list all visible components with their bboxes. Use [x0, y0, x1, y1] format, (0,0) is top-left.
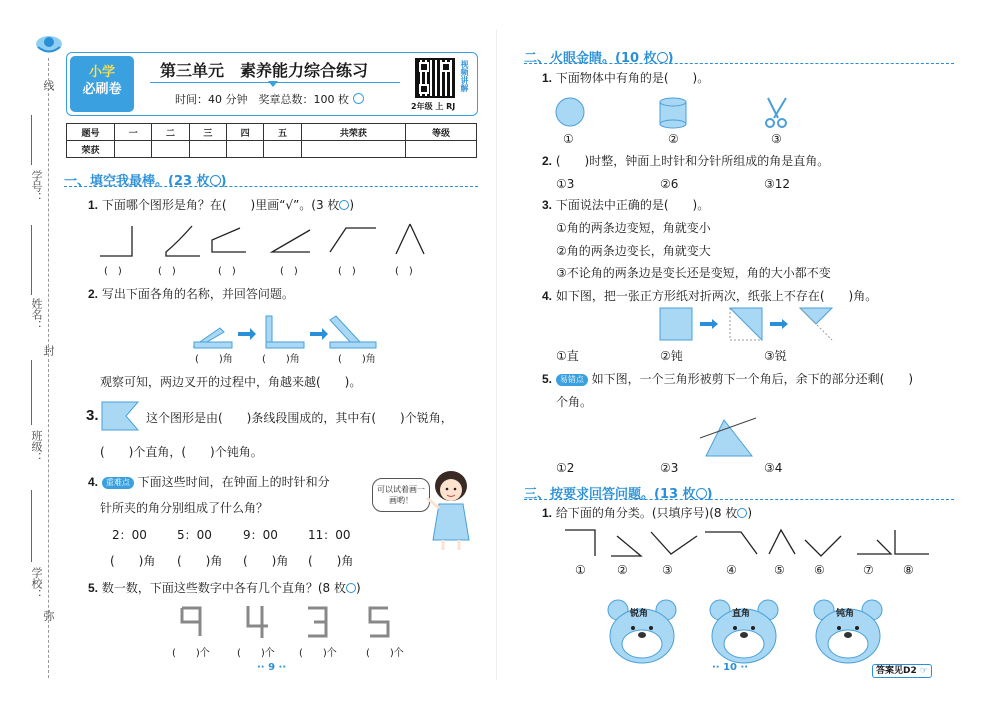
s1-q2-figures — [190, 312, 390, 352]
s3-q1: 1. 给下面的角分类。(只填序号)(8 枚 ) — [542, 506, 753, 520]
s1-q4-answer[interactable]: ( )角 — [110, 554, 156, 568]
medal-icon — [339, 200, 349, 210]
s1-q4-badge: 重难点 — [102, 477, 134, 489]
score-col-header: 共荣获 — [301, 124, 405, 141]
score-col-header: 二 — [152, 124, 189, 141]
score-col-header: 一 — [115, 124, 152, 141]
s2-q1-opt[interactable]: ③ — [771, 132, 782, 146]
header-meta-text: 时间：40 分钟 奖章总数：100 枚 — [175, 93, 349, 106]
binding-seal-label: 封 — [42, 345, 55, 356]
page-number-left: ·· 9 ·· — [257, 662, 287, 673]
s1-q2-label[interactable]: ( )角 — [195, 354, 233, 365]
score-col-header: 四 — [226, 124, 263, 141]
s2-q4-opt[interactable]: ①直 — [556, 349, 579, 363]
speech-bubble-text: 可以试着画一画哟！ — [377, 485, 425, 505]
logo — [70, 56, 134, 112]
name-label: 姓名： — [30, 298, 43, 331]
score-cell[interactable] — [226, 141, 263, 158]
name-line[interactable] — [31, 225, 32, 295]
s3-angle-num: ⑥ — [814, 563, 825, 577]
score-col-header: 等级 — [406, 124, 477, 141]
s1-q4-answer[interactable]: ( )角 — [243, 554, 289, 568]
binding-line — [48, 58, 49, 678]
title-marker-icon — [268, 81, 278, 87]
binding-line-label: 线 — [42, 80, 55, 91]
s2-q5-opt[interactable]: ②3 — [660, 461, 679, 475]
class-label: 班级： — [30, 430, 43, 463]
s2-q5-badge: 易错点 — [556, 374, 588, 386]
score-cell[interactable] — [115, 141, 152, 158]
page-number-left-value: 9 — [268, 662, 276, 673]
s1-q5-digits — [178, 604, 398, 640]
s1-q5-answer[interactable]: ( )个 — [237, 648, 275, 659]
bear-right[interactable] — [708, 598, 780, 664]
medal-icon — [737, 508, 747, 518]
medal-icon — [353, 93, 364, 104]
medal-icon — [657, 52, 668, 63]
girl-illustration — [425, 468, 477, 552]
section1-title-text: 一、填空我最棒。(23 枚 — [64, 174, 210, 189]
s3-angle-num: ⑦ — [863, 563, 874, 577]
s1-q4 — [88, 474, 330, 490]
section3-title-text: 三、按要求回答问题。(13 枚 — [524, 487, 696, 502]
s2-q3-opt[interactable]: ①角的两条边变短，角就变小 — [556, 221, 711, 235]
s2-q2-text: ( )时整，钟面上时针和分针所组成的角是直角。 — [555, 154, 830, 168]
s1-q1-paren[interactable]: ( ) — [338, 266, 356, 277]
medal-icon — [346, 583, 356, 593]
score-cell[interactable] — [301, 141, 405, 158]
s3-q1-text: 给下面的角分类。(只填序号)(8 枚 — [555, 506, 738, 520]
page-number-right-value: 10 — [723, 662, 738, 673]
student-id-label: 学号： — [30, 170, 43, 203]
s2-q3-opt[interactable]: ②角的两条边变长，角就变大 — [556, 244, 711, 258]
s1-q1-paren[interactable]: ( ) — [280, 266, 298, 277]
s2-q2: 2. ( )时整，钟面上时针和分针所组成的角是直角。 — [542, 154, 830, 168]
bear-acute[interactable] — [606, 598, 678, 664]
score-table — [66, 123, 477, 158]
s1-q3-line2: ( )个直角，( )个钝角。 — [100, 445, 263, 459]
section2-title: 二、火眼金睛。(10 枚 ) — [524, 51, 674, 66]
s1-q4-time: 11：00 — [308, 528, 351, 542]
s3-angle-num: ⑤ — [774, 563, 785, 577]
s1-q1-paren[interactable]: ( ) — [395, 266, 413, 277]
section3-title: 三、按要求回答问题。(13 枚 ) — [524, 487, 713, 502]
s2-q5-opt[interactable]: ①2 — [556, 461, 575, 475]
s2-q5-triangle — [700, 412, 756, 458]
qr-side-label: 视频讲解 — [460, 60, 469, 92]
score-col-header: 题号 — [67, 124, 115, 141]
s3-angle-num: ③ — [662, 563, 673, 577]
grade-label: 2年级 上 RJ — [411, 102, 456, 111]
s1-q4-time: 9：00 — [243, 528, 278, 542]
top-deco-icon — [34, 32, 64, 54]
page-divider — [496, 30, 497, 680]
s2-q5-line2: 个角。 — [556, 395, 593, 409]
s2-q2-opt[interactable]: ②6 — [660, 177, 679, 191]
bear-obtuse[interactable] — [812, 598, 884, 664]
bear-label: 直角 — [732, 609, 751, 619]
q-number: 2. — [88, 287, 99, 301]
s3-angle-num: ① — [575, 563, 586, 577]
score-header-row — [67, 124, 477, 141]
s1-q2-label[interactable]: ( )角 — [262, 354, 300, 365]
s3-angle-num: ⑧ — [903, 563, 914, 577]
s1-q3-number: 3. — [86, 407, 99, 424]
s1-q2-observation: 观察可知，两边叉开的过程中，角越来越( )。 — [100, 375, 362, 389]
s2-q3-text: 下面说法中正确的是( )。 — [555, 198, 710, 212]
s3-angle-figures — [565, 526, 930, 558]
s2-q1-text: 下面物体中有角的是( )。 — [555, 71, 710, 85]
s2-q1: 1. 下面物体中有角的是( )。 — [542, 71, 710, 85]
s2-q4-text: 如下图，把一张正方形纸对折两次，纸张上不存在( )角。 — [555, 289, 878, 303]
s1-q5-answer[interactable]: ( )个 — [172, 648, 210, 659]
s1-q1-text: 下面哪个图形是角？在( )里画“√”。(3 枚 — [101, 198, 340, 212]
class-line[interactable] — [31, 360, 32, 425]
s1-q4-line1: 下面这些时间，在钟面上的时针和分 — [137, 475, 330, 489]
s1-q2-label[interactable]: ( )角 — [338, 354, 376, 365]
score-row-label: 荣获 — [67, 141, 115, 158]
s1-q4-answer[interactable]: ( )角 — [308, 554, 354, 568]
qr-code[interactable] — [415, 58, 455, 98]
s2-q1-opt[interactable]: ② — [668, 132, 679, 146]
logo-line1: 小学 — [88, 65, 115, 80]
s2-q5-opt[interactable]: ③4 — [764, 461, 783, 475]
s2-q1-figures — [554, 96, 794, 130]
s2-q3: 3. 下面说法中正确的是( )。 — [542, 198, 710, 212]
s1-q4-time: 5：00 — [177, 528, 212, 542]
school-line[interactable] — [31, 490, 32, 562]
s1-q5: 5. 数一数，下面这些数字中各有几个直角？(8 枚 ) — [88, 581, 361, 595]
section1-rule — [64, 186, 478, 187]
s1-q3-flag-shape — [100, 400, 140, 432]
score-row — [67, 141, 477, 158]
s2-q1-opt[interactable]: ① — [563, 132, 574, 146]
s1-q1: 1. 下面哪个图形是角？在( )里画“√”。(3 枚 ) — [88, 198, 355, 212]
s1-q1-paren[interactable]: ( ) — [104, 266, 122, 277]
section2-rule — [524, 63, 954, 64]
bear-label: 钝角 — [836, 609, 855, 619]
q-number: 1. — [88, 198, 99, 212]
student-id-line[interactable] — [31, 115, 32, 165]
page-title: 第三单元 素养能力综合练习 — [160, 61, 369, 80]
s1-q2 — [88, 286, 294, 302]
s1-q1-paren[interactable]: ( ) — [218, 266, 236, 277]
s3-angle-num: ④ — [726, 563, 737, 577]
q-number: 4. — [88, 475, 99, 489]
s2-q2-opt[interactable]: ③12 — [764, 177, 791, 191]
s1-q5-text: 数一数，下面这些数字中各有几个直角？(8 枚 — [101, 581, 346, 595]
school-label: 学校： — [30, 567, 43, 600]
page-number-right: ·· 10 ·· — [712, 662, 749, 673]
score-col-header: 五 — [264, 124, 301, 141]
s1-q4-line2: 针所夹的角分别组成了什么角？ — [100, 501, 269, 515]
s1-q4-answer[interactable]: ( )角 — [177, 554, 223, 568]
medal-icon — [696, 488, 707, 499]
s2-q4-opt[interactable]: ③锐 — [764, 349, 787, 363]
s1-q5-answer[interactable]: ( )个 — [299, 648, 337, 659]
s2-q5-line1: 如下图，一个三角形被剪下一个角后，余下的部分还剩( ) — [591, 372, 914, 386]
score-cell[interactable] — [264, 141, 301, 158]
section1-title: 一、填空我最棒。(23 枚 ) — [64, 174, 227, 189]
s2-q4: 4. 如下图，把一张正方形纸对折两次，纸张上不存在( )角。 — [542, 289, 878, 303]
section3-rule — [524, 499, 954, 500]
s2-q2-opt[interactable]: ①3 — [556, 177, 575, 191]
q-number: 5. — [88, 581, 99, 595]
binding-fold-label: 弥 — [42, 610, 55, 621]
header-meta — [175, 92, 364, 108]
s2-q3-opt[interactable]: ③不论角的两条边是变长还是变短，角的大小都不变 — [556, 266, 831, 280]
score-cell[interactable] — [152, 141, 189, 158]
logo-line2: 必刷卷 — [82, 82, 122, 97]
s1-q4-time: 2：00 — [112, 528, 147, 542]
s1-q5-answer[interactable]: ( )个 — [366, 648, 404, 659]
medal-icon — [210, 175, 221, 186]
s2-q4-opt[interactable]: ②钝 — [660, 349, 683, 363]
s2-q5: 5. 易错点 如下图，一个三角形被剪下一个角后，余下的部分还剩( ) — [542, 372, 914, 386]
answer-ref[interactable] — [872, 664, 932, 678]
speech-bubble — [372, 478, 430, 512]
s3-angle-num: ② — [617, 563, 628, 577]
section2-title-text: 二、火眼金睛。(10 枚 — [524, 51, 657, 66]
answer-ref-text: 答案见D2 — [876, 666, 917, 676]
score-cell[interactable] — [406, 141, 477, 158]
s1-q3-line1: 这个图形是由( )条线段围成的，其中有( )个锐角， — [146, 411, 453, 425]
bear-label: 锐角 — [630, 609, 649, 619]
s1-q2-text: 写出下面各角的名称，并回答问题。 — [101, 287, 294, 301]
score-col-header: 三 — [189, 124, 226, 141]
s1-q1-paren[interactable]: ( ) — [158, 266, 176, 277]
s1-q1-figures — [100, 222, 430, 262]
pointer-icon: ☞ — [919, 666, 928, 676]
score-cell[interactable] — [189, 141, 226, 158]
s2-q4-figures — [660, 306, 835, 342]
